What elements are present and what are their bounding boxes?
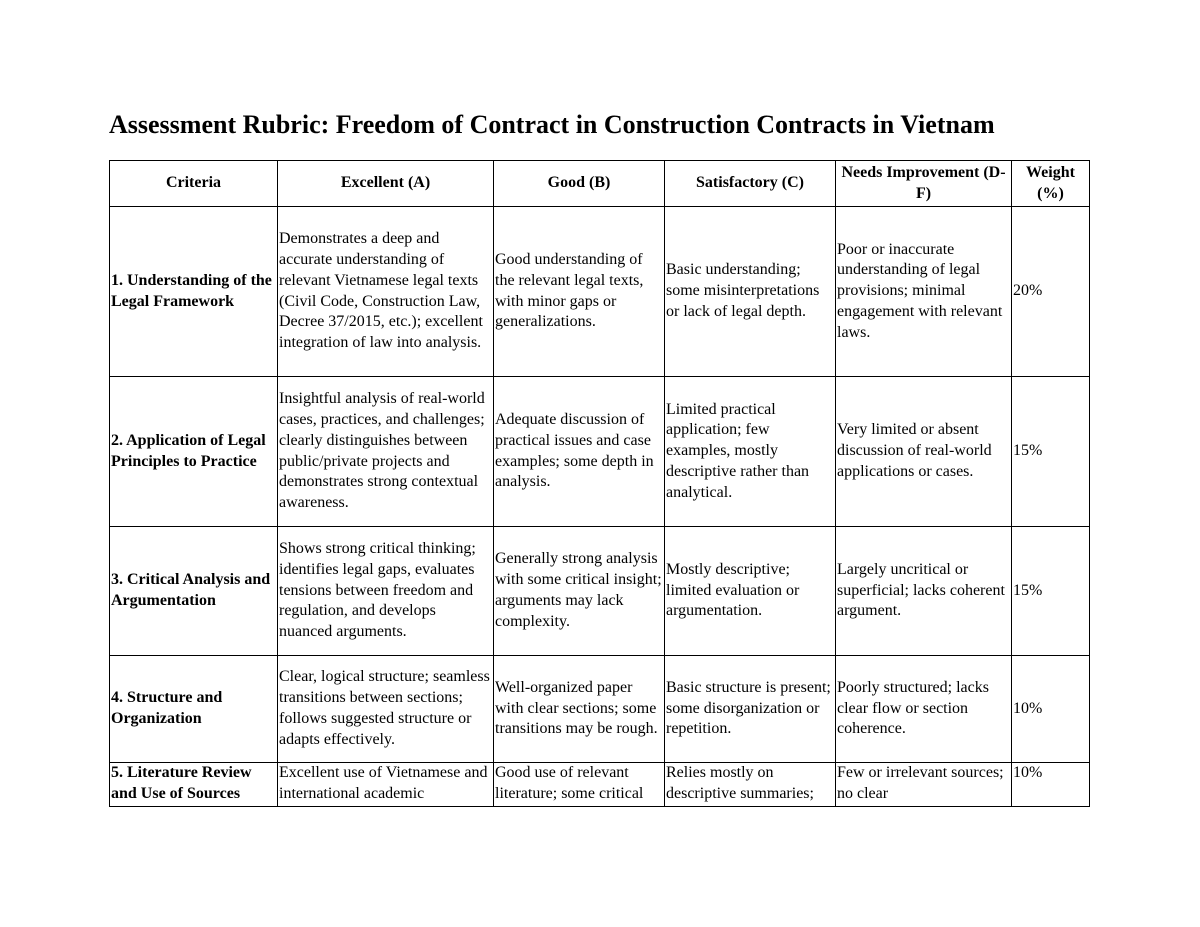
good-cell: Good use of relevant literature; some critical [494, 763, 665, 807]
weight-cell: 10% [1012, 763, 1090, 807]
table-row [110, 763, 1090, 807]
criteria-cell: 1. Understanding of the Legal Framework [110, 207, 278, 377]
needs-improvement-cell: Few or irrelevant sources; no clear [836, 763, 1012, 807]
good-cell: Good understanding of the relevant legal texts, with minor gaps or generalizations. [494, 207, 665, 377]
header-criteria: Criteria [110, 161, 278, 207]
criteria-cell: 5. Literature Review and Use of Sources [110, 763, 278, 807]
excellent-cell: Clear, logical structure; seamless transitions between sections; follows suggested structure or adapts effectively. [278, 656, 494, 763]
satisfactory-cell: Mostly descriptive; limited evaluation or argumentation. [665, 527, 836, 656]
header-weight: Weight (%) [1012, 161, 1090, 207]
good-cell: Generally strong analysis with some critical insight; arguments may lack complexity. [494, 527, 665, 656]
header-row [110, 161, 1090, 207]
table-row [110, 656, 1090, 763]
needs-improvement-cell: Largely uncritical or superficial; lacks coherent argument. [836, 527, 1012, 656]
document-title: Assessment Rubric: Freedom of Contract in Construction Contracts in Vietnam [109, 110, 995, 139]
table-row [110, 377, 1090, 527]
table-row [110, 527, 1090, 656]
criteria-cell: 2. Application of Legal Principles to Practice [110, 377, 278, 527]
good-cell: Well-organized paper with clear sections; some transitions may be rough. [494, 656, 665, 763]
weight-cell: 20% [1012, 207, 1090, 377]
excellent-cell: Excellent use of Vietnamese and international academic [278, 763, 494, 807]
weight-cell: 15% [1012, 377, 1090, 527]
rubric-table [109, 160, 1090, 807]
criteria-cell: 4. Structure and Organization [110, 656, 278, 763]
satisfactory-cell: Basic structure is present; some disorganization or repetition. [665, 656, 836, 763]
needs-improvement-cell: Poor or inaccurate understanding of legal provisions; minimal engagement with relevant laws. [836, 207, 1012, 377]
excellent-cell: Insightful analysis of real-world cases, practices, and challenges; clearly distinguishes between public/private projects and demonstrates strong contextual awareness. [278, 377, 494, 527]
needs-improvement-cell: Poorly structured; lacks clear flow or section coherence. [836, 656, 1012, 763]
weight-cell: 15% [1012, 527, 1090, 656]
satisfactory-cell: Limited practical application; few examples, mostly descriptive rather than analytical. [665, 377, 836, 527]
weight-cell: 10% [1012, 656, 1090, 763]
criteria-cell: 3. Critical Analysis and Argumentation [110, 527, 278, 656]
satisfactory-cell: Relies mostly on descriptive summaries; [665, 763, 836, 807]
needs-improvement-cell: Very limited or absent discussion of real-world applications or cases. [836, 377, 1012, 527]
satisfactory-cell: Basic understanding; some misinterpretations or lack of legal depth. [665, 207, 836, 377]
header-needs-improvement: Needs Improvement (D-F) [836, 161, 1012, 207]
header-satisfactory: Satisfactory (C) [665, 161, 836, 207]
excellent-cell: Shows strong critical thinking; identifies legal gaps, evaluates tensions between freedom and regulation, and develops nuanced arguments. [278, 527, 494, 656]
excellent-cell: Demonstrates a deep and accurate understanding of relevant Vietnamese legal texts (Civil Code, Construction Law, Decree 37/2015, etc.); excellent integration of law into analysis. [278, 207, 494, 377]
table-row [110, 207, 1090, 377]
good-cell: Adequate discussion of practical issues and case examples; some depth in analysis. [494, 377, 665, 527]
header-excellent: Excellent (A) [278, 161, 494, 207]
header-good: Good (B) [494, 161, 665, 207]
